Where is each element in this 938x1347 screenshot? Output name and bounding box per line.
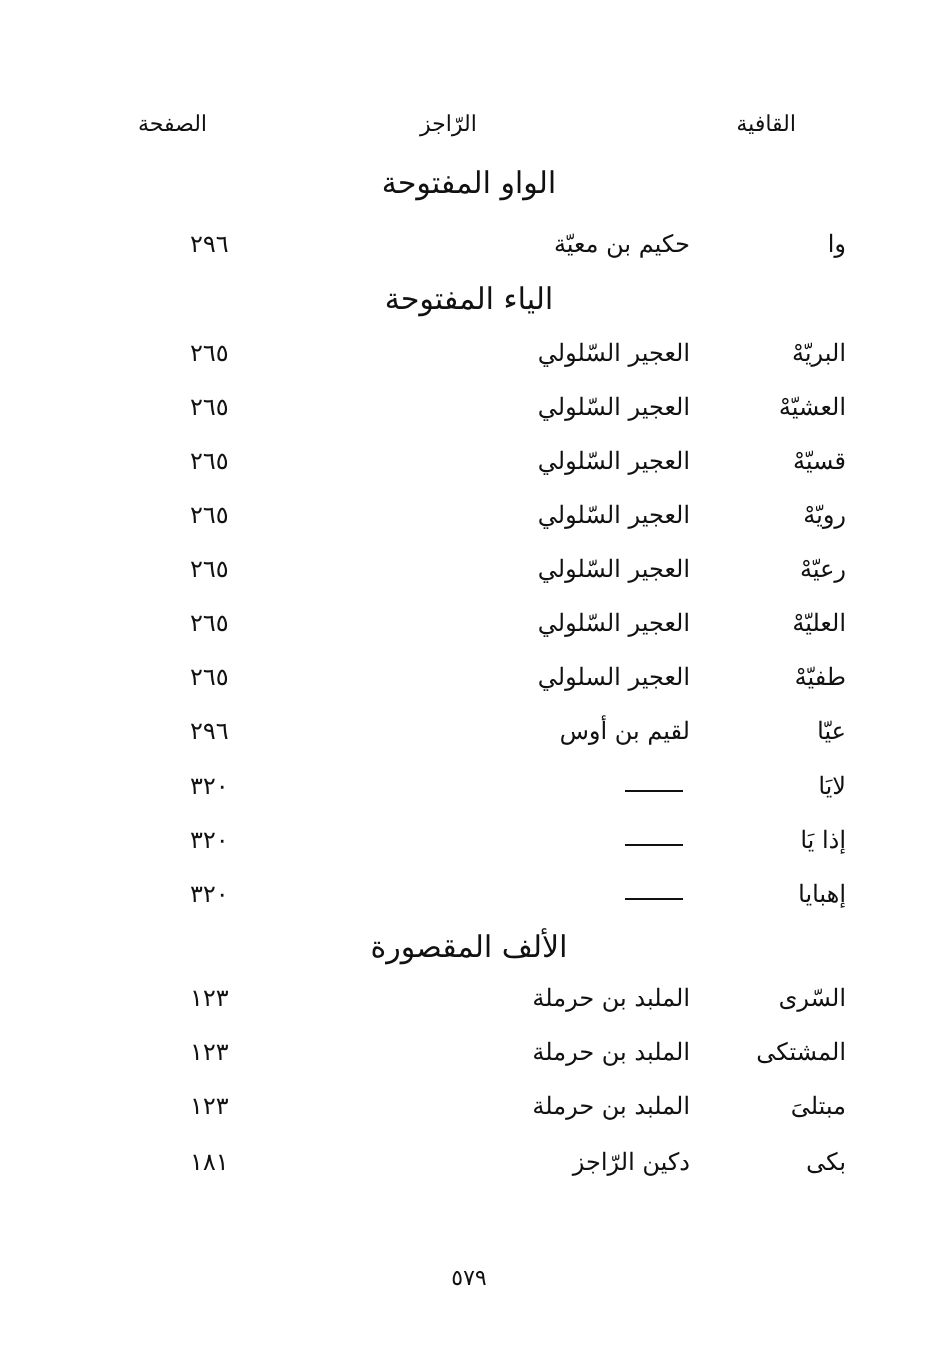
index-row — [0, 339, 938, 379]
rhyme-cell: رعيّهْ — [799, 555, 846, 583]
page-cell: ٢٦٥ — [190, 663, 229, 691]
index-row — [0, 1148, 938, 1188]
page-cell: ١٢٣ — [190, 1092, 229, 1120]
page-cell: ٢٩٦ — [190, 717, 229, 745]
index-row — [0, 501, 938, 541]
poet-cell: لقيم بن أوس — [559, 717, 690, 745]
rhyme-cell: عيّا — [817, 717, 846, 745]
index-row — [0, 880, 938, 920]
rhyme-cell: بكى — [806, 1148, 846, 1176]
index-row — [0, 555, 938, 595]
index-row — [0, 609, 938, 649]
poet-cell: دكين الرّاجز — [572, 1148, 690, 1176]
section-title-ya: الياء المفتوحة — [384, 282, 554, 317]
rhyme-cell: السّرى — [778, 984, 846, 1012]
page-cell: ٢٦٥ — [190, 393, 229, 421]
section-title-waw: الواو المفتوحة — [381, 166, 557, 201]
rhyme-cell: البريّهْ — [791, 339, 846, 367]
poet-cell: حكيم بن معيّة — [553, 230, 690, 258]
index-row — [0, 1038, 938, 1078]
page-cell: ٢٦٥ — [190, 501, 229, 529]
poet-cell: الملبد بن حرملة — [532, 984, 690, 1012]
rhyme-cell: المشتكى — [756, 1038, 846, 1066]
poet-cell: العجير السّلولي — [537, 339, 690, 367]
page-number: ٥٧٩ — [451, 1266, 487, 1291]
rhyme-cell: العليّهْ — [792, 609, 846, 637]
poet-cell: العجير السّلولي — [537, 393, 690, 421]
unknown-poet-dash — [625, 844, 683, 846]
section-title-alif-maqsura: الألف المقصورة — [370, 930, 568, 965]
rhyme-cell: طفيّهْ — [794, 663, 846, 691]
poet-cell: العجير السلولي — [537, 663, 690, 691]
page-cell: ١٢٣ — [190, 1038, 229, 1066]
rhyme-cell: مبتلىَ — [790, 1092, 846, 1120]
poet-cell: الملبد بن حرملة — [532, 1038, 690, 1066]
page-cell: ٢٦٥ — [190, 609, 229, 637]
index-row — [0, 1092, 938, 1132]
unknown-poet-dash — [625, 790, 683, 792]
page-cell: ١٢٣ — [190, 984, 229, 1012]
page-cell: ١٨١ — [190, 1148, 229, 1176]
poet-cell: العجير السّلولي — [537, 609, 690, 637]
page-cell: ٣٢٠ — [190, 772, 229, 800]
unknown-poet-dash — [625, 898, 683, 900]
page-cell: ٣٢٠ — [190, 880, 229, 908]
index-row — [0, 230, 938, 270]
rhyme-cell: وا — [827, 230, 846, 258]
page-cell: ٢٦٥ — [190, 555, 229, 583]
index-row — [0, 717, 938, 757]
index-row — [0, 393, 938, 433]
page-cell: ٢٩٦ — [190, 230, 229, 258]
poet-cell: العجير السّلولي — [537, 501, 690, 529]
page-column-heading: الصفحة — [138, 112, 208, 137]
rhyme-cell: رويّهْ — [803, 501, 846, 529]
rhyme-cell: قسيّهْ — [793, 447, 846, 475]
index-row — [0, 826, 938, 866]
rhyme-column-heading: القافية — [736, 112, 796, 137]
poet-cell: الملبد بن حرملة — [532, 1092, 690, 1120]
index-row — [0, 447, 938, 487]
column-header — [0, 112, 938, 148]
poet-column-heading: الرّاجز — [420, 112, 477, 137]
poet-cell: العجير السّلولي — [537, 555, 690, 583]
page-cell: ٢٦٥ — [190, 339, 229, 367]
rhyme-cell: لايَا — [818, 772, 846, 800]
rhyme-cell: إذا يَا — [800, 826, 846, 854]
rhyme-cell: إهبايا — [798, 880, 846, 908]
index-row — [0, 663, 938, 703]
index-row — [0, 984, 938, 1024]
index-row — [0, 772, 938, 812]
rhyme-cell: العشيّهْ — [778, 393, 846, 421]
page-cell: ٢٦٥ — [190, 447, 229, 475]
poet-cell: العجير السّلولي — [537, 447, 690, 475]
page-cell: ٣٢٠ — [190, 826, 229, 854]
